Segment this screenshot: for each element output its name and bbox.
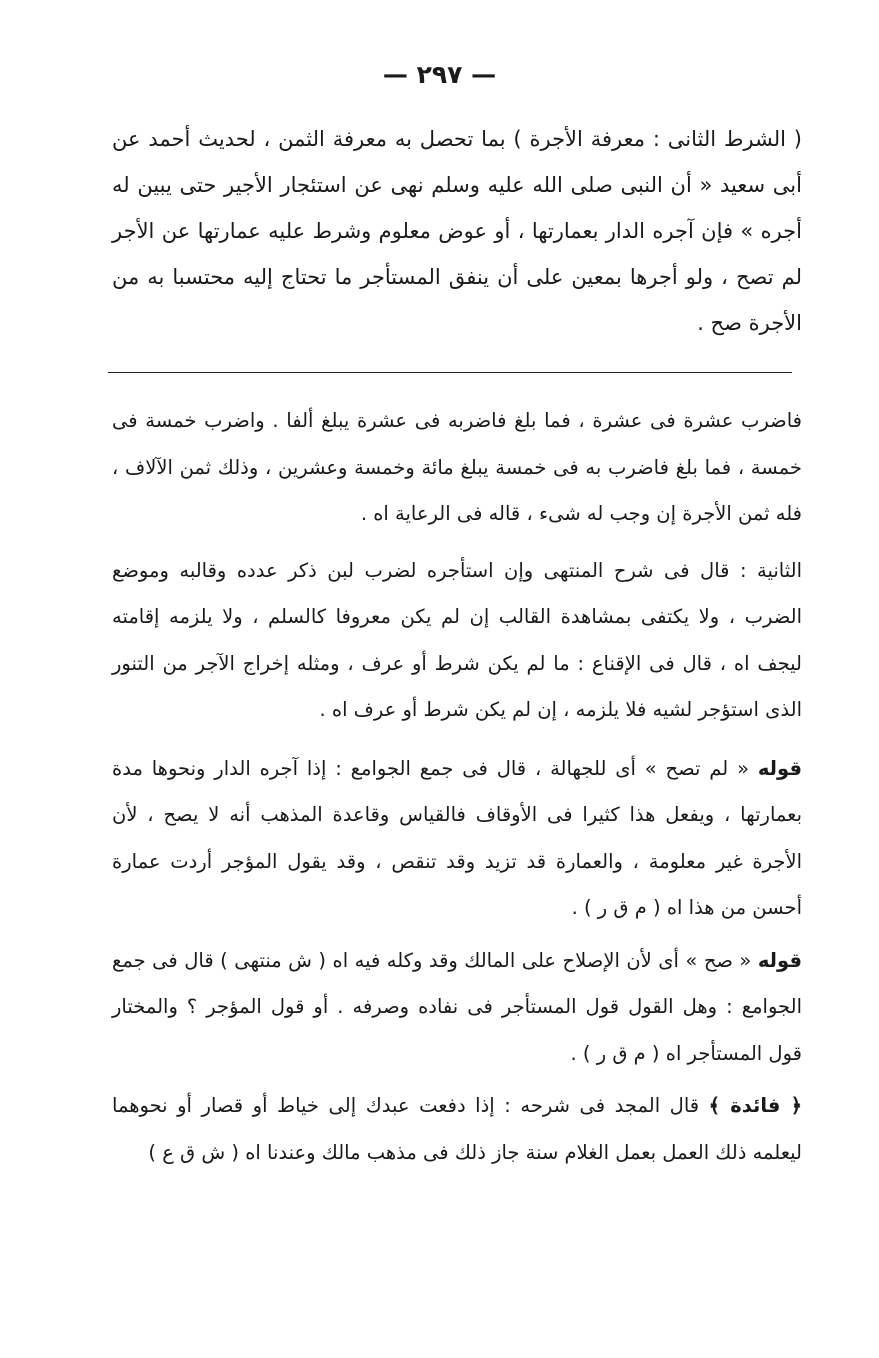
footnotes	[112, 398, 802, 1176]
footnote-text: « صح » أى لأن الإصلاح على المالك وقد وكله فيه اه ( ش منتهى ) قال فى جمع الجوامع : وهل القول قول المستأجر فى نفاده وصرفه . أو قول المؤجر ؟ والمختار قول المستأجر اه ( م ق ر ) .	[112, 948, 802, 1065]
footnote-lead-word: ﴿ فائدة ﴾	[708, 1094, 802, 1117]
footnote-text: « لم تصح » أى للجهالة ، قال فى جمع الجوامع : إذا آجره الدار ونحوها مدة بعمارتها ، ويفعل هذا كثيرا فى الأوقاف فالقياس وقاعدة المذهب أنه لا يصح ، لأن الأجرة غير معلومة ، والعمارة قد تزيد وقد تنقص ، وقد يقول المؤجر أردت عمارة أحسن من هذا اه ( م ق ر ) .	[112, 756, 802, 919]
footnote-lead-word: قوله	[757, 756, 802, 780]
footnote-paragraph-4	[112, 938, 802, 1078]
main-paragraph: ( الشرط الثانى : معرفة الأجرة ) بما تحصل به معرفة الثمن ، لحديث أحمد عن أبى سعيد « أن النبى صلى الله عليه وسلم نهى عن استئجار الأجير حتى يبين له أجره » فإن آجره الدار بعمارتها ، أو عوض معلوم وشرط عليه عمارتها عن الأجر لم تصح ، ولو أجرها بمعين على أن ينفق المستأجر ما تحتاج إليه محتسبا به من الأجرة صح .	[112, 127, 802, 335]
footnote-paragraph-1: فاضرب عشرة فى عشرة ، فما بلغ فاضربه فى عشرة يبلغ ألفا . واضرب خمسة فى خمسة ، فما بلغ فاضرب به فى خمسة يبلغ مائة وخمسة وعشرين ، وذلك ثمن الآلاف ، فله ثمن الأجرة إن وجب له شىء ، قاله فى الرعاية اه .	[112, 409, 802, 525]
page-number: — ٢٩٧ —	[382, 60, 497, 89]
footnote-paragraph-5	[112, 1083, 802, 1176]
footnote-divider	[108, 372, 792, 373]
footnote-lead-word: قوله	[757, 948, 802, 972]
main-text	[112, 116, 802, 346]
footnote-paragraph-3	[112, 746, 802, 932]
footnote-paragraph-2: الثانية : قال فى شرح المنتهى وإن استأجره لضرب لبن ذكر عدده وقالبه وموضع الضرب ، ولا يكتفى بمشاهدة القالب إن لم يكن معروفا كالسلم ، ولا يلزمه إقامته ليجف اه ، قال فى الإقناع : ما لم يكن شرط أو عرف ، ومثله إخراج الآجر من التنور الذى استؤجر لشيه فلا يلزمه ، إن لم يكن شرط أو عرف اه .	[112, 558, 802, 721]
footnote-text: قال المجد فى شرحه : إذا دفعت عبدك إلى خياط أو قصار أو نحوهما ليعلمه ذلك العمل بعمل الغلام سنة جاز ذلك فى مذهب مالك وعندنا اه ( ش ق ع )	[112, 1094, 802, 1164]
